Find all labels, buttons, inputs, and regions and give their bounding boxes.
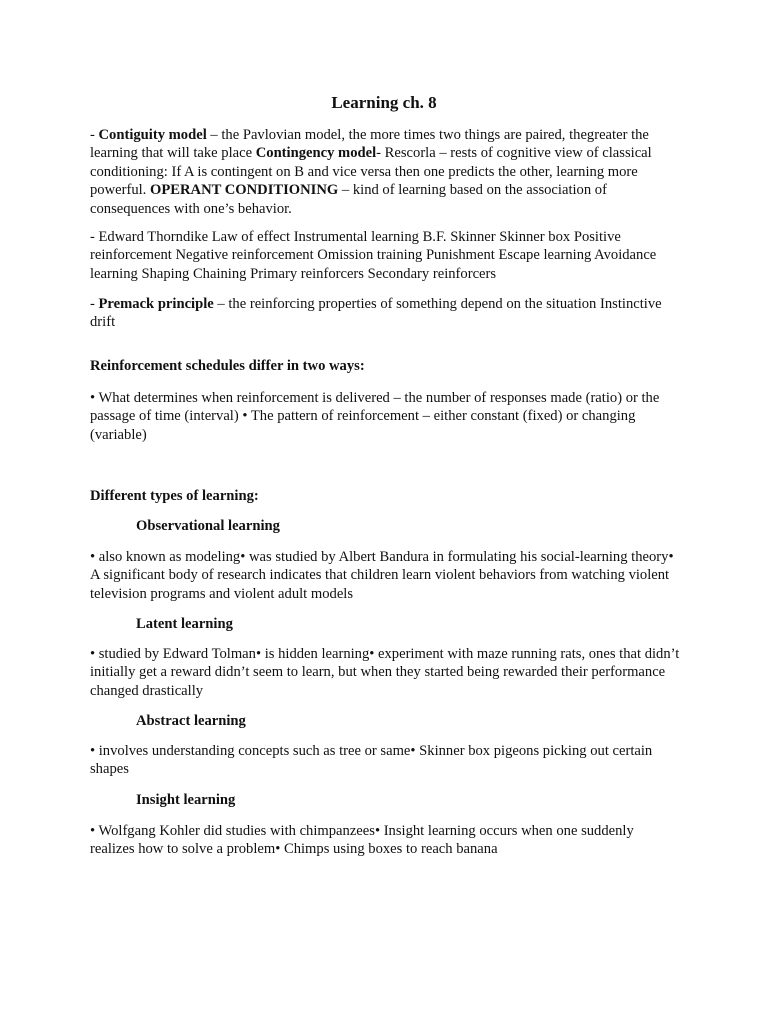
operant-conditioning-term: OPERANT CONDITIONING bbox=[149, 182, 339, 199]
insight-learning-heading: Insight learning bbox=[136, 792, 236, 808]
premack-paragraph bbox=[90, 295, 680, 332]
insight-learning-text: • Wolfgang Kohler did studies with chimpanzees• Insight learning occurs when one suddenly realizes how to solve a problem• Chimps using boxes to reach banana bbox=[90, 823, 634, 858]
terms-paragraph: - Edward Thorndike Law of effect Instrumental learning B.F. Skinner Skinner box Positive reinforcement Negative reinforcement Omission training Punishment Escape learning Avoidance learning Shaping Chaining Primary reinforcers Secondary reinforcers bbox=[90, 229, 657, 282]
observational-learning-heading: Observational learning bbox=[136, 518, 280, 534]
abstract-learning-heading: Abstract learning bbox=[136, 713, 246, 729]
paragraph-text: – kind of learning based on the association of consequences with one’s behavior. bbox=[90, 182, 607, 217]
premack-principle-term: Premack principle bbox=[98, 296, 214, 312]
schedules-paragraph: • What determines when reinforcement is delivered – the number of responses made (ratio) or the passage of time (interval) • The pattern of reinforcement – either constant (fixed) or changing (variable) bbox=[90, 390, 660, 443]
schedules-heading: Reinforcement schedules differ in two ways: bbox=[90, 358, 365, 374]
contiguity-model-term: Contiguity model bbox=[98, 127, 207, 143]
latent-learning-text: • studied by Edward Tolman• is hidden learning• experiment with maze running rats, ones that didn’t initially get a reward didn’t seem to learn, but when they started being rewarded their performance changed drastically bbox=[90, 646, 680, 699]
paragraph-text: - Rescorla – rests of cognitive view of classical conditioning: If A is contingent on B and vice versa then one predicts the other, learning more powerful. bbox=[90, 145, 652, 199]
document-title: Learning ch. 8 bbox=[331, 93, 437, 112]
contingency-model-term: Contingency model bbox=[255, 145, 377, 162]
paragraph-text: - bbox=[90, 296, 99, 312]
latent-learning-heading: Latent learning bbox=[136, 616, 233, 632]
abstract-learning-text: • involves understanding concepts such as tree or same• Skinner box pigeons picking out certain shapes bbox=[90, 743, 653, 778]
observational-learning-text: • also known as modeling• was studied by Albert Bandura in formulating his social-learning theory• A significant body of research indicates that children learn violent behaviors from watching violent television programs and violent adult models bbox=[90, 549, 674, 602]
learning-types-heading: Different types of learning: bbox=[90, 488, 259, 504]
paragraph-text: - bbox=[90, 127, 99, 143]
paragraph-text: – the reinforcing properties of something depend on the situation Instinctive drift bbox=[90, 296, 662, 331]
contiguity-paragraph bbox=[90, 126, 680, 218]
paragraph-text: – the Pavlovian model, the more times two things are paired, thegreater the learning that will take place bbox=[90, 127, 649, 162]
